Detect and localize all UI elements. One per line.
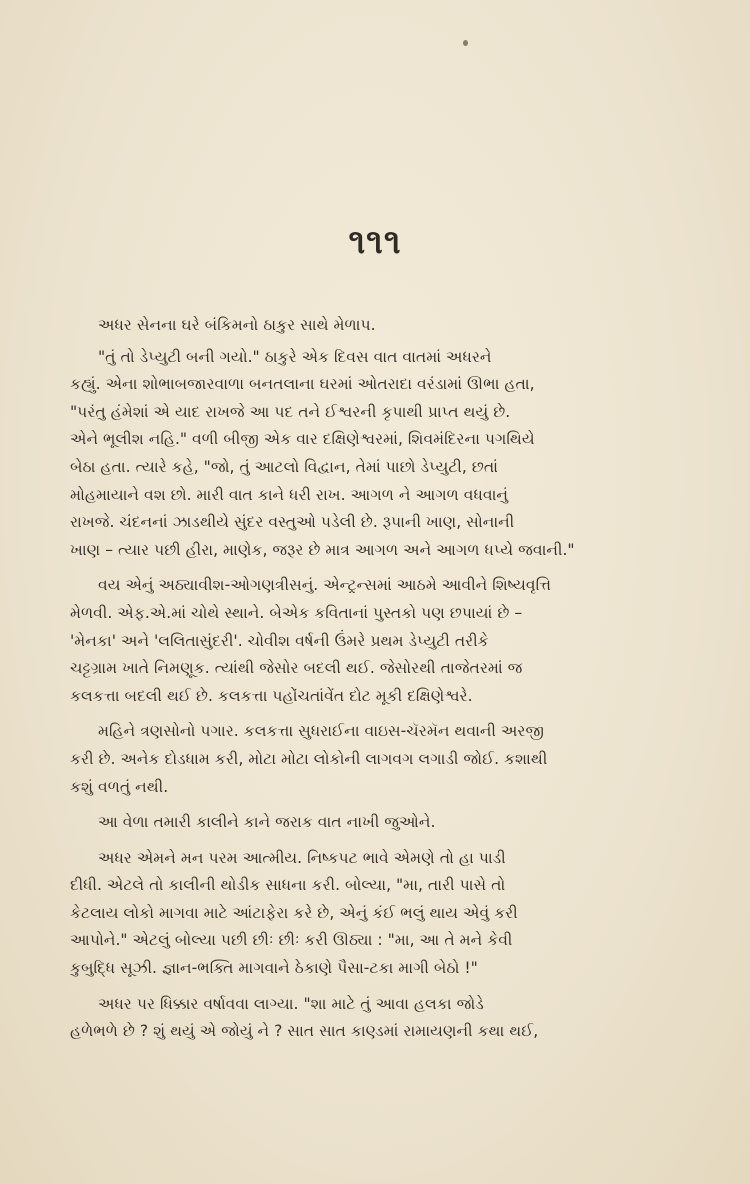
ink-speck xyxy=(463,40,468,46)
paragraph-5 xyxy=(70,809,680,837)
text-line: રાખજે. ચંદનનાં ઝાડથીયે સુંદર વસ્તુઓ પડેલી છે. રૂપાની ખાણ, સોનાની xyxy=(70,513,515,532)
paragraph-2 xyxy=(70,344,680,565)
text-line: કહ્યું. એના શોભાબજારવાળા બનતલાના ઘરમાં ઓતરાદા વરંડામાં ઊભા હતા, xyxy=(70,375,535,394)
page-number: ૧૧૧ xyxy=(348,222,402,262)
page-text xyxy=(70,312,680,1054)
text-line: આ વેળા તમારી કાલીને કાને જરાક વાત નાખી જુઓને. xyxy=(98,813,436,832)
text-line: આપોને." એટલું બોલ્યા પછી છીઃ છીઃ કરી ઊઠ્યા : "મા, આ તે મને કેવી xyxy=(70,931,513,950)
text-line: "તું તો ડેપ્યુટી બની ગયો." ઠાકુરે એક દિવસ વાત વાતમાં અધરને xyxy=(98,347,492,366)
paragraph-3 xyxy=(70,572,680,710)
text-line: ચટ્ટગ્રામ ખાતે નિમણૂક. ત્યાંથી જેસોર બદલી થઈ. જેસોરથી તાજેતરમાં જ xyxy=(70,659,523,678)
text-line: અધર સેનના ઘરે બંકિમનો ઠાકુર સાથે મેળાપ. xyxy=(98,316,376,334)
text-line: મેળવી. એફ.એ.માં ચોથે સ્થાને. બેએક કવિતાનાં પુસ્તકો પણ છપાયાં છે – xyxy=(70,603,523,622)
paragraph-4 xyxy=(70,718,680,801)
text-line: ખાણ – ત્યાર પછી હીરા, માણેક, જરૂર છે માત્ર આગળ અને આગળ ધપ્યે જવાની." xyxy=(70,540,575,559)
text-line: 'મેનકા' અને 'લલિતાસુંદરી'. ચોવીશ વર્ષની ઉંમરે પ્રથમ ડેપ્યુટી તરીકે xyxy=(70,631,489,650)
text-line: દીધી. એટલે તો કાલીની થોડીક સાધના કરી. બોલ્યા, "મા, તારી પાસે તો xyxy=(70,876,506,895)
text-line: અધર એમને મન પરમ આત્મીય. નિષ્કપટ ભાવે એમણે તો હા પાડી xyxy=(98,848,506,867)
text-line: એને ભૂલીશ નહિ." વળી બીજી એક વાર દક્ષિણેશ્વરમાં, શિવમંદિરના પગથિયે xyxy=(70,430,535,449)
text-line: "પરંતુ હંમેશાં એ યાદ રાખજે આ પદ તને ઈશ્વરની કૃપાથી પ્રાપ્ત થયું છે. xyxy=(70,402,511,421)
text-line: અધર પર ધિક્કાર વર્ષાવવા લાગ્યા. "શા માટે તું આવા હલકા જોડે xyxy=(98,994,484,1013)
text-line: કરી છે. અનેક દોડધામ કરી, મોટા મોટા લોકોની લાગવગ લગાડી જોઈ. કશાથી xyxy=(70,749,548,768)
text-line: કલકત્તા બદલી થઈ છે. કલકત્તા પહોંચતાંવેંત દોટ મૂકી દક્ષિણેશ્વરે. xyxy=(70,686,473,705)
text-line: મહિને ત્રણસોનો પગાર. કલકત્તા સુધરાઈના વાઇસ-ચૅરમૅન થવાની અરજી xyxy=(98,722,544,741)
text-line: કશું વળતું નથી. xyxy=(70,777,169,796)
paragraph-6 xyxy=(70,845,680,983)
text-line: કુબુદ્ધિ સૂઝી. જ્ઞાન-ભક્તિ માગવાને ઠેકાણે પૈસા-ટકા માગી બેઠો !" xyxy=(70,959,478,978)
text-line: વય એનું અઠ્યાવીશ-ઓગણત્રીસનું. એન્ટ્રન્સમાં આઠમે આવીને શિષ્યવૃત્તિ xyxy=(98,576,552,595)
text-line: મોહમાયાને વશ છો. મારી વાત કાને ધરી રાખ. આગળ ને આગળ વધવાનું xyxy=(70,485,509,504)
paragraph-7 xyxy=(70,991,680,1046)
text-line: બેઠા હતા. ત્યારે કહે, "જો, તું આટલો વિદ્વાન, તેમાં પાછો ડેપ્યુટી, છતાં xyxy=(70,457,499,476)
text-line: હળેભળે છે ? શું થયું એ જોયું ને ? સાત સાત કાણ્ડમાં રામાયણની કથા થઈ, xyxy=(70,1022,539,1041)
paragraph-1 xyxy=(70,312,680,340)
text-line: કેટલાય લોકો માગવા માટે આંટાફેરા કરે છે, એનું કંઈ ભલું થાય એવું કરી xyxy=(70,903,518,922)
